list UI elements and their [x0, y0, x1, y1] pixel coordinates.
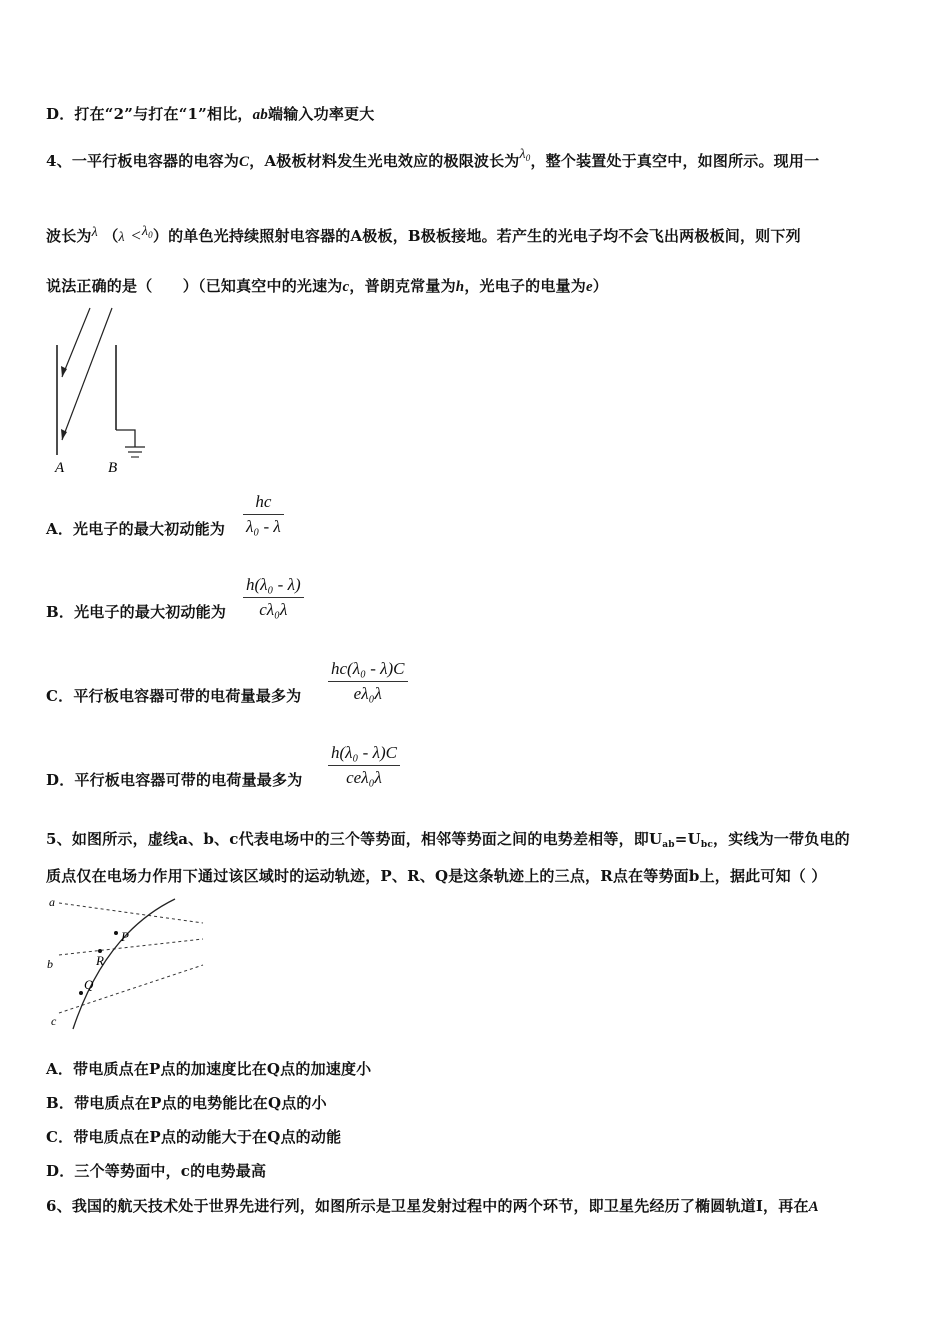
q5-option-c: C．带电质点在P点的动能大于在Q点的动能 [46, 1128, 342, 1146]
equipotential-c [59, 965, 203, 1013]
q4-option-b: B．光电子的最大初动能为 [46, 603, 227, 621]
ground-wire [116, 430, 135, 447]
svg-text:c: c [51, 1014, 57, 1028]
q4-capacitor-figure [45, 300, 155, 480]
label-a: A [55, 460, 65, 476]
equipotential-a [59, 903, 203, 923]
light-ray-1 [62, 308, 90, 377]
q4-line-1: 4、一平行板电容器的电容为C，A极板材料发生光电效应的极限波长为$\lambda_0$，整个装置处于真空中，如图所示。现用一 [46, 147, 820, 170]
q5-option-d: D．三个等势面中，c的电势最高 [46, 1162, 267, 1180]
q5-line-2: 质点仅在电场力作用下通过该区域时的运动轨迹，P、R、Q是这条轨迹上的三点，R点在等势面b上，据此可知（ ） [46, 867, 827, 885]
q5-line-1: 5、如图所示，虚线a、b、c代表电场中的三个等势面，相邻等势面之间的电势差相等，即$U_{ab}=U_{bc}$，实线为一带负电的 [46, 830, 850, 850]
equipotential-b [59, 939, 203, 955]
svg-text:P: P [121, 929, 129, 944]
q4-line-2: 波长为λ $(\lambda <\lambda_0)$的单色光持续照射电容器的A极板，B极板接地。若产生的光电子均不会飞出两极板间，则下列 [46, 224, 801, 245]
q4-option-d: D．平行板电容器可带的电荷量最多为 [46, 771, 303, 789]
q6-line-1: 6、我国的航天技术处于世界先进行列，如图所示是卫星发射过程中的两个环节，即卫星先经历了椭圆轨道Ⅰ，再在A [46, 1197, 819, 1215]
trajectory [73, 899, 175, 1029]
label-b: B [108, 460, 118, 476]
q4-option-d-fraction: h(λ₀ - λ)C ceλ₀λ [328, 743, 400, 788]
svg-text:a: a [49, 895, 55, 909]
q4-option-a-fraction: $\frac{hc}{\text{λ₀ - λ}}$ [243, 492, 284, 537]
q4-option-c-fraction: $\frac{\text{hc(λ₀ - λ)C}}{\text{eλ₀λ}}$ [328, 659, 408, 704]
prev-option-d: D．打在“2”与打在“1”相比，ab端输入功率更大 [46, 105, 375, 123]
lambda0-symbol: $\lambda_0$ [519, 147, 531, 163]
q4-option-b-fraction: $\frac{\text{h(λ₀ - λ)}}{\text{cλ₀λ}}$ [243, 575, 304, 620]
q4-option-a: A．光电子的最大初动能为 [46, 520, 226, 538]
point-q [79, 991, 83, 995]
q4-option-c: C．平行板电容器可带的电荷量最多为 [46, 687, 302, 705]
q4-line-3: 说法正确的是（ ）（已知真空中的光速为c，普朗克常量为h，光电子的电量为e） [46, 277, 608, 295]
svg-text:Q: Q [84, 977, 94, 992]
svg-text:R: R [96, 953, 104, 968]
q5-option-b: B．带电质点在P点的电势能比在Q点的小 [46, 1094, 327, 1112]
light-ray-2 [62, 308, 112, 440]
q5-field-figure [45, 893, 210, 1033]
svg-text:b: b [47, 957, 53, 971]
point-p [114, 931, 118, 935]
q5-option-a: A．带电质点在P点的加速度比在Q点的加速度小 [46, 1060, 372, 1078]
